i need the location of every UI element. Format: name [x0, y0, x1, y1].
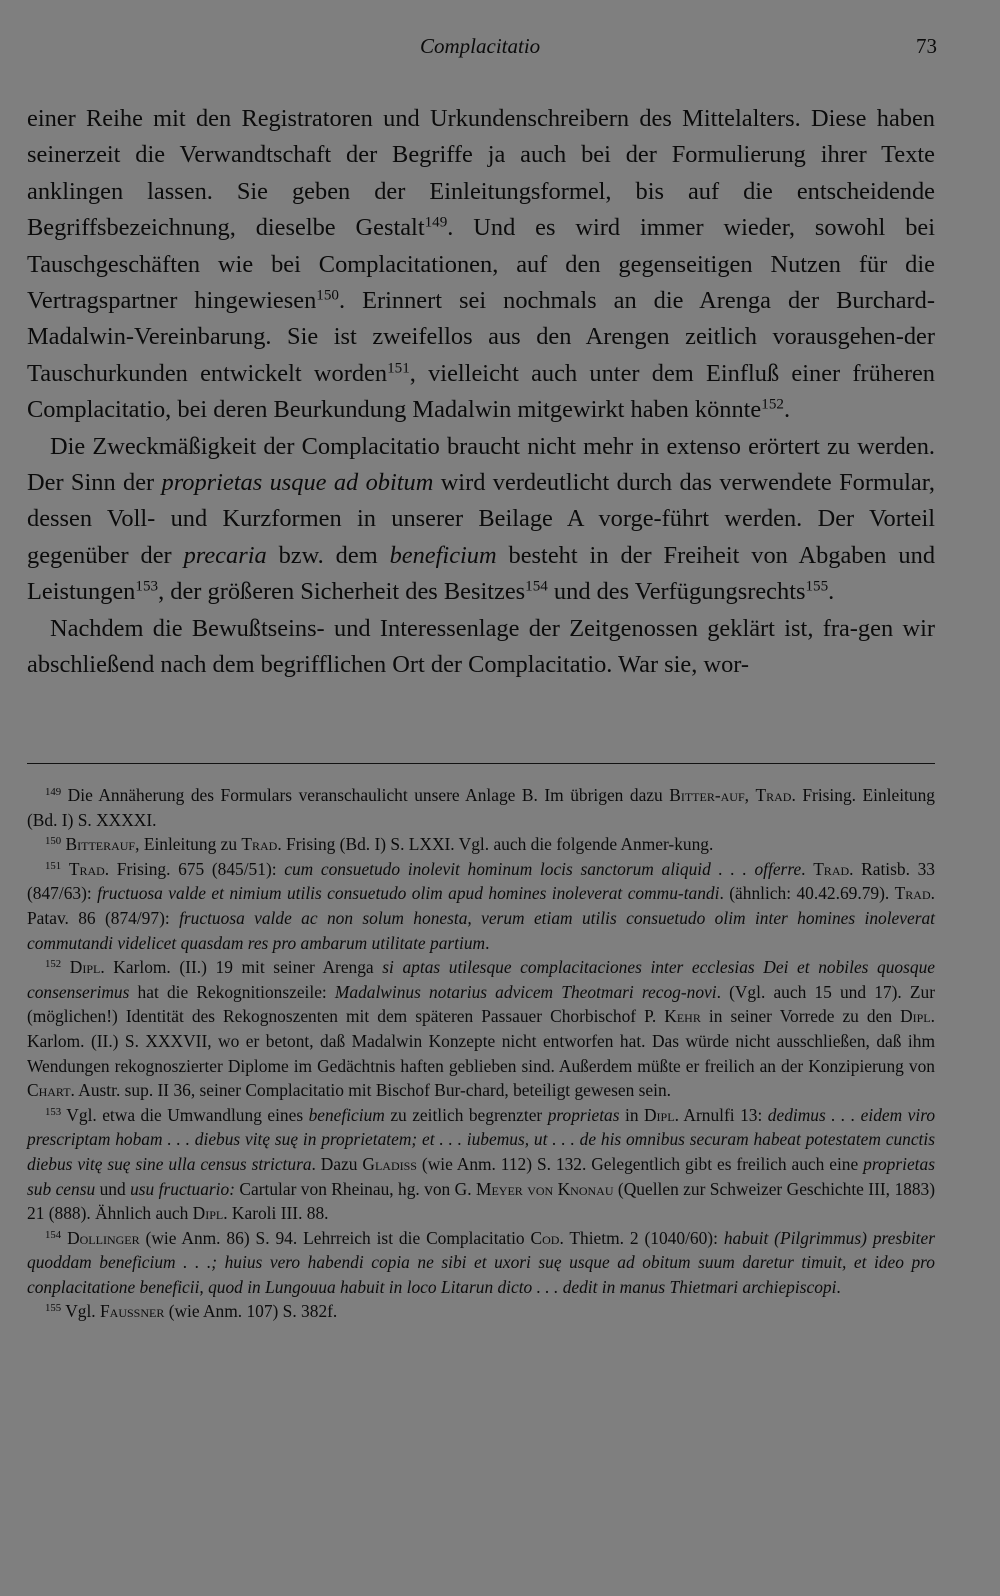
footnote-number: 155: [45, 1302, 62, 1315]
text-run: besteht in der Freiheit von Abgaben und Leistungen: [27, 541, 936, 606]
text-run: . (ähnlich: 40.42.69.79).: [719, 883, 895, 904]
text-run: bzw. dem: [266, 541, 390, 569]
latin-term: beneficium: [308, 1104, 385, 1125]
source-abbrev: Dipl: [69, 957, 101, 978]
text-run: .: [485, 932, 490, 953]
paragraph-3: [27, 611, 935, 684]
text-run: [61, 957, 70, 977]
source-abbrev: Trad: [241, 834, 278, 855]
text-run: . Frising (Bd. I) S. LXXI. Vgl. auch die folgende Anmer-kung.: [277, 834, 714, 855]
italic-term: proprietas usque ad obitum: [161, 469, 434, 497]
text-run: Cartular von Rheinau, hg. von G.: [235, 1178, 476, 1199]
text-run: ,: [744, 785, 756, 805]
running-header: [0, 28, 1000, 68]
text-run: .: [828, 578, 835, 606]
paragraph-2: [27, 429, 935, 611]
author-name: Dollinger: [67, 1227, 140, 1248]
footnote-number: 149: [45, 786, 62, 799]
text-run: (wie Anm. 86) S. 94. Lehrreich ist die Complacitatio: [139, 1227, 531, 1248]
footnote-151: [27, 857, 935, 955]
text-run: [61, 859, 69, 879]
text-run: . Frising. Einleitung (Bd. I) S. XXXXI.: [27, 785, 935, 830]
text-run: in seiner Vorrede zu den: [700, 1006, 901, 1027]
author-name: Bitterauf: [65, 834, 136, 855]
footnotes: [27, 783, 935, 1324]
footnote-number: 152: [45, 958, 62, 971]
latin-quote: Madalwinus notarius advicem Theotmari recog-novi: [334, 981, 717, 1002]
latin-term: usu fructuario:: [130, 1178, 235, 1199]
text-run: . Frising. 675 (845/51):: [104, 858, 285, 879]
text-run: . Und es wird immer wieder, sowohl bei Tauschgeschäften wie bei Complacitationen, auf den gegenseitigen Nutzen für die Vertragspartner hingewiesen: [27, 214, 936, 315]
source-abbrev: Dipl: [192, 1203, 224, 1224]
text-run: einer Reihe mit den Registratoren und Urkundenschreibern des Mittelalters. Diese haben seinerzeit die Verwandtschaft der Begriffe ja auch bei der Formulierung ihrer Texte anklingen lassen. Sie geben der Einleitungsformel, bis auf die entscheidende Begriffsbezeichnung, dieselbe Gestalt: [27, 105, 935, 242]
footnote-155: [27, 1299, 935, 1324]
footnote-149: [27, 783, 935, 832]
text-run: . Erinnert sei nochmals an die Arenga der Burchard-Madalwin-Vereinbarung. Sie ist zweifellos aus den Arengen zeitlich vorausgehen-der Tauschurkunden entwickelt worden: [27, 287, 935, 387]
text-run: , vielleicht auch unter dem Einfluß einer früheren Complacitatio, bei deren Beurkundung Madalwin mitgewirkt haben könnte: [27, 359, 936, 424]
text-run: wird verdeutlicht durch das verwendete Formular, dessen Voll- und Kurzformen in unserer Beilage A vorge-führt werden. Der Vorteil gegenüber der: [27, 469, 935, 569]
footnote-number: 153: [45, 1105, 62, 1118]
footnote-ref-154: 154: [525, 578, 548, 595]
italic-term: precaria: [183, 541, 267, 569]
text-run: (wie Anm. 107) S. 382f.: [164, 1301, 338, 1322]
text-run: .: [801, 858, 814, 879]
author-name: Meyer von Knonau: [476, 1178, 614, 1199]
text-run: und des Verfügungsrechts: [547, 578, 806, 606]
paragraph-1: [27, 101, 935, 429]
main-text: [27, 101, 935, 684]
footnote-153: [27, 1103, 935, 1226]
text-run: zu zeitlich begrenzter: [384, 1104, 548, 1125]
source-abbrev: Trad: [755, 785, 792, 805]
source-abbrev: Trad: [813, 858, 850, 879]
text-run: .: [783, 396, 791, 424]
text-run: . Austr. sup. II 36, seiner Complacitatio mit Bischof Bur-chard, beteiligt gewesen sein.: [70, 1080, 672, 1101]
author-name: Faussner: [99, 1301, 165, 1322]
source-abbrev: Trad: [68, 858, 105, 879]
latin-quote: fructuosa valde et nimium utilis consuetudo olim apud homines inoleverat commu-tandi: [97, 883, 720, 904]
text-run: . Patav. 86 (874/97):: [27, 883, 935, 928]
source-abbrev: Dipl: [644, 1104, 675, 1125]
italic-term: beneficium: [389, 541, 497, 569]
footnote-number: 150: [45, 835, 62, 848]
latin-term: proprietas sub censu: [27, 1153, 935, 1199]
text-run: . Ratisb. 33 (847/63):: [27, 858, 936, 904]
footnote-ref-153: 153: [135, 578, 159, 595]
source-abbrev: Dipl: [900, 1006, 931, 1027]
latin-term: proprietas: [547, 1104, 620, 1125]
text-run: .: [836, 1276, 841, 1297]
text-run: Nachdem die Bewußtseins- und Interessenlage der Zeitgenossen geklärt ist, fra-gen wir abschließend nach dem begrifflichen Ort der Complacitatio. War sie, wor-: [27, 614, 935, 679]
author-name: Bitter-auf: [669, 785, 745, 805]
latin-quote: dedimus . . . eidem viro prescriptam hobam . . . diebus vitę suę in proprietatem; et . . . iubemus, ut . . . de his omnibus securam habeat potestatem cunctis diebus vitę suę sine ulla census strictura: [27, 1104, 936, 1174]
footnote-separator: [27, 763, 935, 764]
page-number: 73: [916, 34, 937, 58]
latin-quote: habuit (Pilgrimmus) presbiter quoddam beneficium . . .; huius vero habendi copia ne sibi et uxori suę usque ad obitum suum daretur timuit, et ideo pro conplacitatione beneficii, quod in Lungouua habuit in loco Litarun dicto . . . dedit in manus Thietmari archiepiscopi: [27, 1227, 935, 1297]
text-run: Die Annäherung des Formulars veranschaulicht unsere Anlage B. Im übrigen dazu: [61, 785, 670, 805]
text-run: . Karlom. (II.) 19 mit seiner Arenga: [100, 957, 383, 978]
latin-quote: si aptas utilesque complacitaciones inter ecclesias Dei et nobiles quosque consenserimus: [27, 957, 935, 1002]
author-name: Gladiss: [362, 1153, 417, 1174]
text-run: . Thietm. 2 (1040/60):: [559, 1227, 724, 1248]
footnote-154: [27, 1226, 935, 1300]
footnote-ref-150: 150: [316, 287, 339, 304]
text-run: (wie Anm. 112) S. 132. Gelegentlich gibt es freilich auch eine: [416, 1153, 864, 1174]
footnote-ref-149: 149: [424, 214, 448, 231]
source-abbrev: Cod: [530, 1227, 560, 1248]
latin-quote: cum consuetudo inolevit hominum locis sanctorum aliquid . . . offerre: [284, 858, 802, 879]
source-abbrev: Trad: [894, 883, 931, 904]
footnote-number: 151: [45, 859, 62, 872]
footnote-ref-155: 155: [805, 578, 829, 595]
text-run: Vgl.: [61, 1301, 100, 1322]
text-run: Vgl. etwa die Umwandlung eines: [61, 1104, 309, 1125]
text-run: (Quellen zur Schweizer Geschichte III, 1883) 21 (888). Ähnlich auch: [27, 1178, 936, 1224]
footnote-number: 154: [45, 1228, 62, 1241]
text-run: . Dazu: [311, 1153, 363, 1174]
footnote-152: [27, 955, 935, 1103]
text-run: . Karlom. (II.) S. XXXVII, wo er betont, daß Madalwin Konzepte nicht entworfen hat. Das würde nicht ausschließen, daß ihm Wendungen rekognoszierter Diplome im Gedächtnis haften geblieben sind. Außerdem müßte er freilich an der Konzipierung von: [27, 1006, 935, 1076]
text-run: und: [95, 1178, 131, 1199]
footnote-ref-152: 152: [761, 396, 784, 413]
text-run: . Arnulfi 13:: [674, 1104, 768, 1125]
running-title: Complacitatio: [420, 34, 541, 58]
text-run: Die Zweckmäßigkeit der Complacitatio braucht nicht mehr in extenso erörtert zu werden. Der Sinn der: [27, 432, 935, 497]
author-name: Kehr: [664, 1006, 701, 1027]
text-run: . (Vgl. auch 15 und 17). Zur (möglichen!) Identität des Rekognoszenten mit dem späteren Passauer Chorbischof P.: [27, 981, 935, 1027]
source-abbrev: Chart: [27, 1080, 71, 1101]
latin-quote: fructuosa valde ac non solum honesta, verum etiam utilis consuetudo olim inter homines inoleverat commutandi videlicet quasdam res pro ambarum utilitate partium: [27, 907, 936, 953]
text-run: in: [619, 1104, 644, 1125]
footnote-ref-151: 151: [387, 360, 410, 377]
text-run: hat die Rekognitionszeile:: [129, 981, 335, 1002]
text-run: . Karoli III. 88.: [223, 1203, 329, 1224]
text-run: , Einleitung zu: [135, 834, 242, 855]
text-run: , der größeren Sicherheit des Besitzes: [158, 578, 526, 606]
footnote-150: [27, 832, 935, 857]
